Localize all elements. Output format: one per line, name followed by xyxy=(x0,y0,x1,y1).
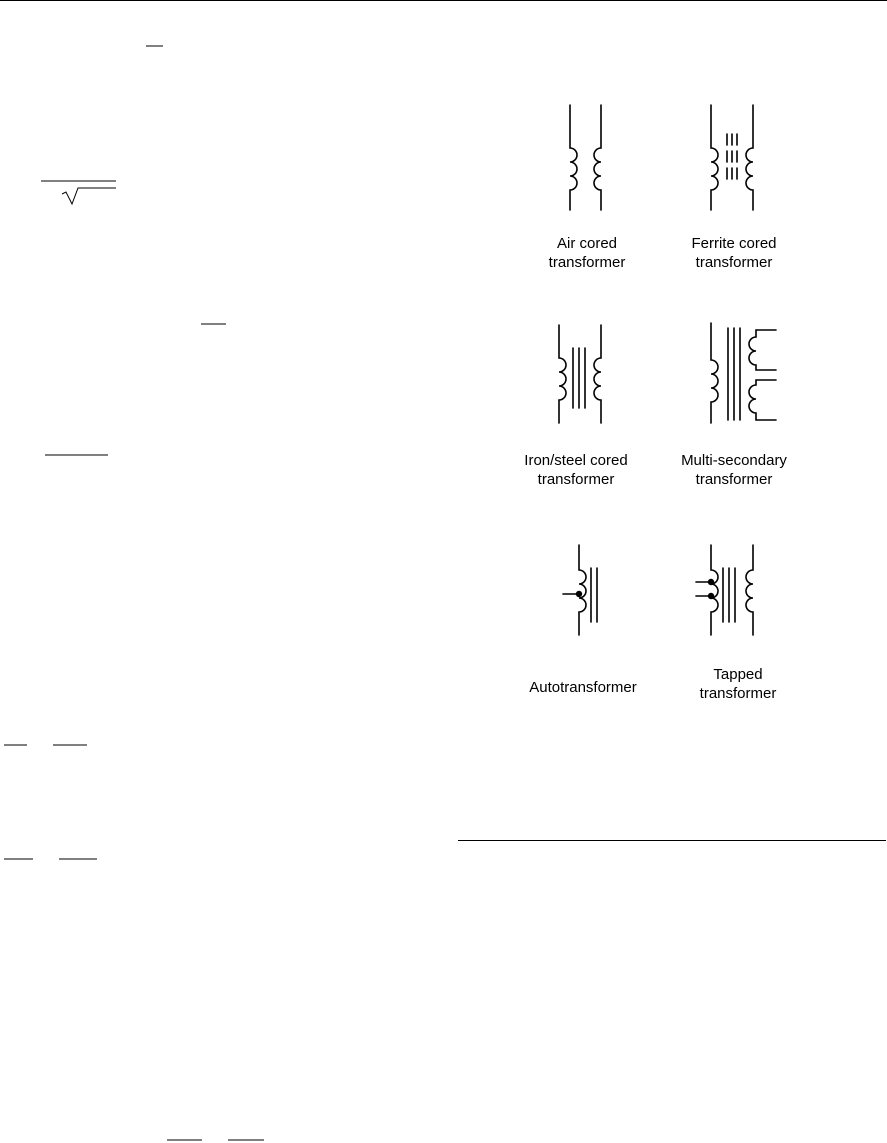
multi-secondary-transformer-symbol xyxy=(690,318,790,430)
equation-fraction-bar xyxy=(145,44,165,48)
air-cored-caption: Air cored transformer xyxy=(548,235,626,271)
top-border-rule xyxy=(0,0,887,1)
ferrite-cored-transformer-symbol xyxy=(690,100,770,215)
equation-ratio xyxy=(3,857,99,861)
tapped-transformer-symbol xyxy=(690,540,770,640)
equation-ratio xyxy=(166,1138,266,1142)
equation-ratio xyxy=(3,743,89,747)
multi-secondary-caption: Multi-secondary transformer xyxy=(681,452,787,488)
autotransformer-symbol xyxy=(555,540,625,640)
iron-steel-cored-transformer-symbol xyxy=(540,320,620,430)
air-cored-transformer-symbol xyxy=(540,100,620,215)
ferrite-cored-caption: Ferrite cored transformer xyxy=(691,235,777,271)
iron-steel-cored-caption: Iron/steel cored transformer xyxy=(524,452,628,488)
tapped-transformer-caption: Tapped transformer xyxy=(699,666,777,702)
equation-fraction-bar xyxy=(200,322,228,326)
autotransformer-caption: Autotransformer xyxy=(529,679,637,696)
equation-sqrt-fraction xyxy=(40,176,120,206)
equation-fraction-bar xyxy=(44,453,110,457)
figure-bottom-rule xyxy=(458,840,886,841)
